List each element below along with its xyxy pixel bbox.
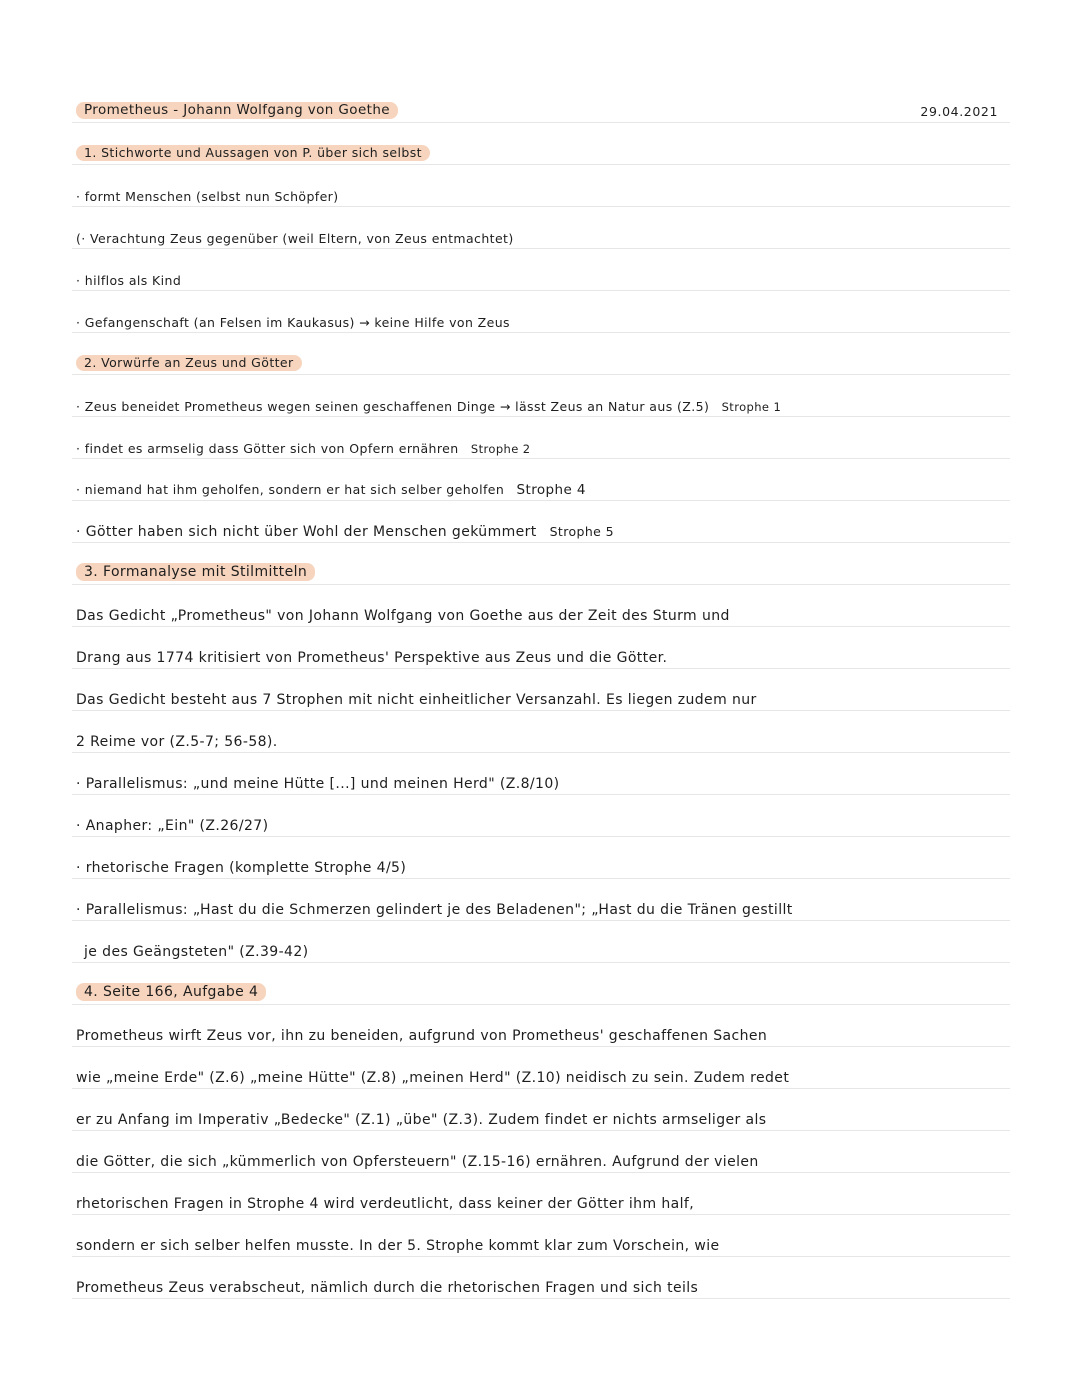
text-line: er zu Anfang im Imperativ „Bedecke" (Z.1) „übe" (Z.3). Zudem findet er nichts armseliger als: [72, 1108, 1010, 1131]
section3-heading-line: [72, 562, 1010, 585]
strophe-note: Strophe 2: [470, 441, 531, 456]
text-line: wie „meine Erde" (Z.6) „meine Hütte" (Z.8) „meinen Herd" (Z.10) neidisch zu sein. Zudem redet: [72, 1066, 1010, 1089]
section4-heading-line: [72, 982, 1010, 1005]
strophe-note: Strophe 5: [549, 524, 614, 539]
text-line: · Anapher: „Ein" (Z.26/27): [72, 814, 1010, 837]
text-line: Drang aus 1774 kritisiert von Prometheus' Perspektive aus Zeus und die Götter.: [72, 646, 1010, 669]
text-line: · rhetorische Fragen (komplette Strophe 4/5): [72, 856, 1010, 879]
page-title: [76, 102, 398, 120]
list-item: · niemand hat ihm geholfen, sondern er hat sich selber geholfen Strophe 4: [72, 478, 1010, 501]
text-line: Prometheus wirft Zeus vor, ihn zu beneiden, aufgrund von Prometheus' geschaffenen Sachen: [72, 1024, 1010, 1047]
section3-heading: 3. Formanalyse mit Stilmitteln: [76, 563, 315, 581]
text-line: rhetorischen Fragen in Strophe 4 wird verdeutlicht, dass keiner der Götter ihm half,: [72, 1192, 1010, 1215]
text-line: Prometheus Zeus verabscheut, nämlich durch die rhetorischen Fragen und sich teils: [72, 1276, 1010, 1299]
strophe-note: Strophe 1: [721, 399, 782, 414]
list-item: · Gefangenschaft (an Felsen im Kaukasus) → keine Hilfe von Zeus: [72, 310, 1010, 333]
section2-heading: 2. Vorwürfe an Zeus und Götter: [76, 355, 302, 372]
title-highlight: Prometheus - Johann Wolfgang von Goethe: [76, 102, 398, 120]
list-item: · hilflos als Kind: [72, 268, 1010, 291]
text-line: je des Geängsteten" (Z.39-42): [72, 940, 1010, 963]
text-line: · Parallelismus: „und meine Hütte [...] und meinen Herd" (Z.8/10): [72, 772, 1010, 795]
list-item: · Götter haben sich nicht über Wohl der Menschen gekümmert Strophe 5: [72, 520, 1010, 543]
date-label: 29.04.2021: [920, 104, 998, 119]
text-line: 2 Reime vor (Z.5-7; 56-58).: [72, 730, 1010, 753]
text-line: die Götter, die sich „kümmerlich von Opfersteuern" (Z.15-16) ernähren. Aufgrund der vielen: [72, 1150, 1010, 1173]
list-item: · formt Menschen (selbst nun Schöpfer): [72, 184, 1010, 207]
section4-heading: 4. Seite 166, Aufgabe 4: [76, 983, 266, 1001]
list-item: · findet es armselig dass Götter sich von Opfern ernähren Strophe 2: [72, 436, 1010, 459]
strophe-note: Strophe 4: [516, 481, 586, 498]
text-line: · Parallelismus: „Hast du die Schmerzen gelindert je des Beladenen"; „Hast du die Tränen gestillt: [72, 898, 1010, 921]
list-item: · Zeus beneidet Prometheus wegen seinen geschaffenen Dinge → lässt Zeus an Natur aus (Z.5) Strophe 1: [72, 394, 1010, 417]
title-line: [72, 100, 1010, 123]
text-line: Das Gedicht besteht aus 7 Strophen mit nicht einheitlicher Versanzahl. Es liegen zudem nur: [72, 688, 1010, 711]
section1-heading-line: [72, 142, 1010, 165]
list-item: (· Verachtung Zeus gegenüber (weil Eltern, von Zeus entmachtet): [72, 226, 1010, 249]
section1-heading: 1. Stichworte und Aussagen von P. über sich selbst: [76, 145, 430, 162]
text-line: Das Gedicht „Prometheus" von Johann Wolfgang von Goethe aus der Zeit des Sturm und: [72, 604, 1010, 627]
section2-heading-line: [72, 352, 1010, 375]
text-line: sondern er sich selber helfen musste. In der 5. Strophe kommt klar zum Vorschein, wie: [72, 1234, 1010, 1257]
